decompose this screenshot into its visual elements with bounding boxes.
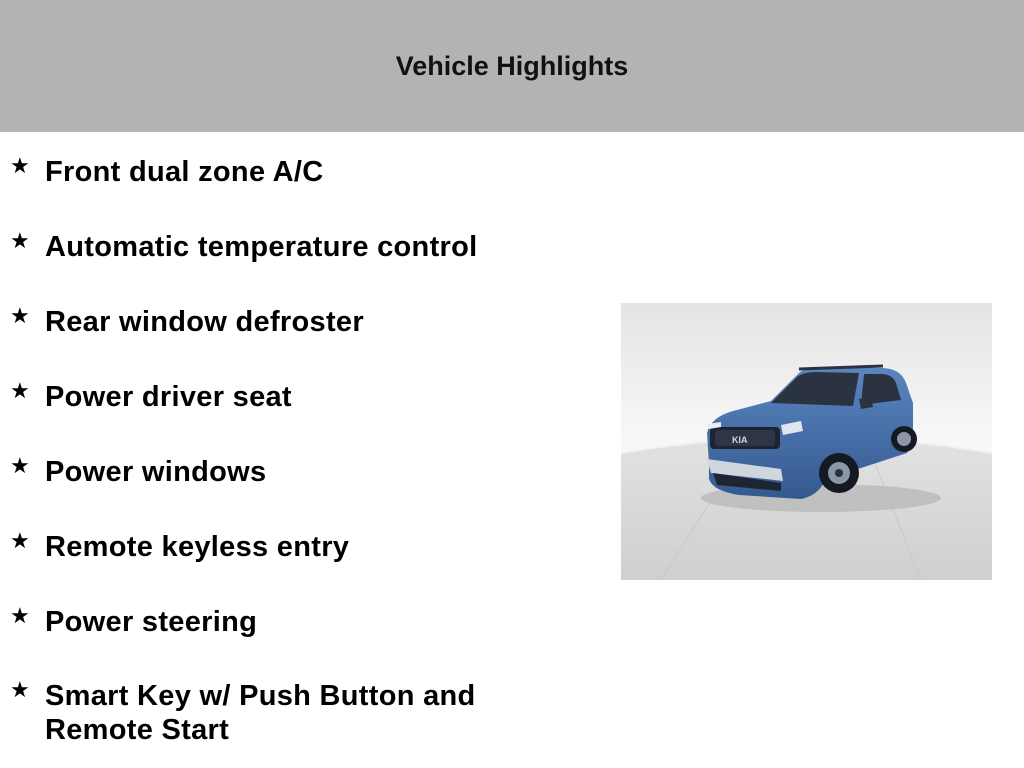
star-icon: ★ bbox=[10, 378, 30, 403]
highlight-label: Automatic temperature control bbox=[45, 231, 478, 263]
star-icon: ★ bbox=[10, 453, 30, 478]
star-icon: ★ bbox=[10, 603, 30, 628]
highlight-label: Power steering bbox=[45, 606, 258, 638]
star-icon: ★ bbox=[10, 303, 30, 328]
star-icon: ★ bbox=[10, 677, 30, 702]
highlight-label: Power driver seat bbox=[45, 381, 292, 413]
highlight-label: Remote keyless entry bbox=[45, 531, 350, 563]
highlight-label: Rear window defroster bbox=[45, 306, 364, 338]
suv-icon bbox=[621, 303, 992, 580]
star-icon: ★ bbox=[10, 153, 30, 178]
highlight-label: Smart Key w/ Push Button and Remote Start bbox=[45, 680, 476, 746]
highlight-label: Front dual zone A/C bbox=[45, 156, 324, 188]
page-title: Vehicle Highlights bbox=[395, 51, 629, 81]
vehicle-photo bbox=[621, 303, 992, 580]
star-icon: ★ bbox=[10, 528, 30, 553]
star-icon: ★ bbox=[10, 228, 30, 253]
svg-text:KIA: KIA bbox=[732, 435, 748, 445]
header-bar bbox=[0, 0, 1024, 132]
highlight-label: Power windows bbox=[45, 456, 267, 488]
